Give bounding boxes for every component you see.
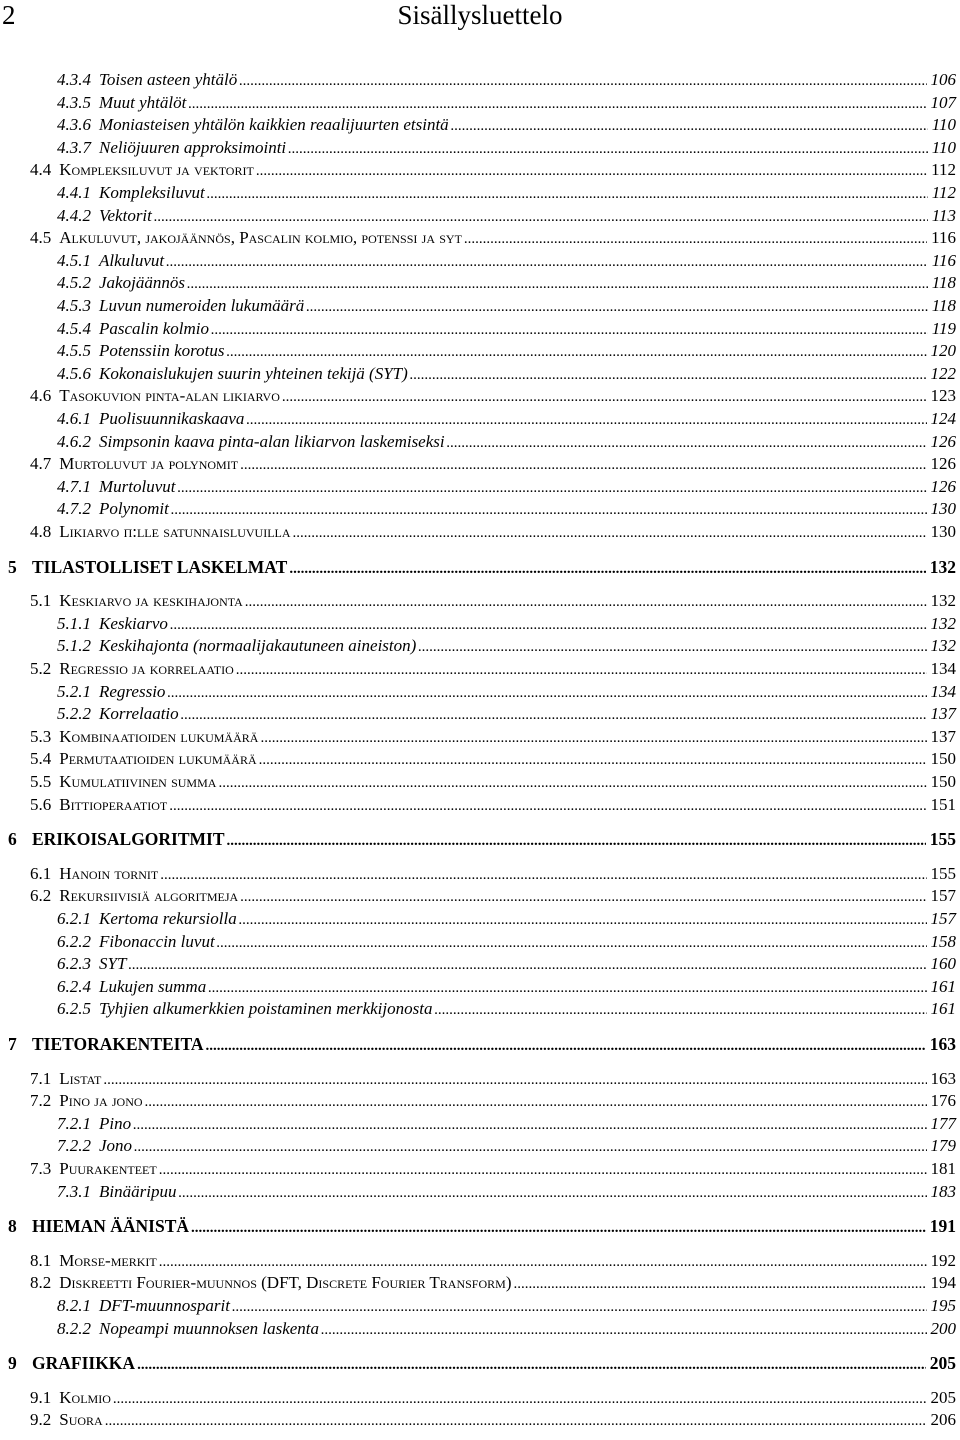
toc-entry-label: Regressio xyxy=(99,681,166,701)
toc-entry-number: 4.7.2 xyxy=(57,499,91,519)
toc-leader-dots xyxy=(103,1069,926,1091)
toc-entry[interactable] xyxy=(8,1352,956,1374)
toc-leader-dots xyxy=(226,341,926,363)
toc-leader-dots xyxy=(513,1273,926,1295)
toc-leader-dots xyxy=(410,364,927,386)
toc-entry-label: Kokonaislukujen suurin yhteinen tekijä (SYT) xyxy=(99,363,408,383)
toc-entry-number: 4.3.6 xyxy=(57,115,91,135)
toc-entry-page: 123 xyxy=(930,386,956,406)
toc-leader-dots xyxy=(240,886,926,908)
toc-leader-dots xyxy=(137,1354,926,1376)
toc-entry-label: Permutaatioiden lukumäärä xyxy=(59,749,257,769)
toc-entry-number: 9.2 xyxy=(30,1410,52,1430)
toc-entry-number: 5.1 xyxy=(30,591,52,611)
toc-entry-label: Binääripuu xyxy=(99,1181,177,1201)
toc-entry-label: Moniasteisen yhtälön kaikkien reaalijuurten etsintä xyxy=(99,115,449,135)
toc-entry-label: Fibonaccin luvut xyxy=(99,931,215,951)
toc-entry[interactable] xyxy=(30,1387,956,1409)
toc-entry[interactable] xyxy=(57,363,956,385)
toc-entry-label: Kombinaatioiden lukumäärä xyxy=(59,726,259,746)
toc-entry-number: 6.2.2 xyxy=(57,931,91,951)
toc-entry-number: 6.2.1 xyxy=(57,909,91,928)
toc-leader-dots xyxy=(227,830,926,852)
toc-entry-number: 9 xyxy=(8,1353,17,1374)
toc-entry-number: 4.4.2 xyxy=(57,205,91,225)
toc-leader-dots xyxy=(289,558,925,580)
toc-entry-page: 179 xyxy=(930,1136,956,1156)
toc-entry[interactable] xyxy=(57,1181,956,1203)
toc-entry-label: Murtoluvut xyxy=(99,476,176,496)
toc-entry-label: Suora xyxy=(59,1410,103,1430)
toc-entry-page: 116 xyxy=(931,228,956,248)
toc-entry[interactable] xyxy=(57,681,956,703)
toc-leader-dots xyxy=(245,591,927,613)
toc-entry[interactable] xyxy=(57,635,956,657)
toc-entry-page: 113 xyxy=(931,205,956,225)
toc-leader-dots xyxy=(160,864,926,886)
toc-entry-page: 132 xyxy=(930,636,956,656)
toc-entry-number: 5.1.1 xyxy=(57,613,91,633)
toc-entry-label: Morse-merkit xyxy=(59,1250,157,1270)
toc-leader-dots xyxy=(306,296,928,318)
toc-entry-number: 4.6.2 xyxy=(57,431,91,451)
toc-entry-number: 4.5.5 xyxy=(57,341,91,361)
toc-entry-page: 110 xyxy=(931,115,956,135)
toc-entry-page: 112 xyxy=(931,160,956,180)
toc-entry-number: 7.3.1 xyxy=(57,1181,91,1201)
toc-entry-label: Potenssiin korotus xyxy=(99,341,225,361)
toc-entry-number: 7.3 xyxy=(30,1159,52,1178)
toc-leader-dots xyxy=(167,682,926,704)
toc-entry[interactable] xyxy=(30,726,956,748)
toc-entry-label: HIEMAN ÄÄNISTÄ xyxy=(32,1216,190,1237)
toc-entry[interactable] xyxy=(57,295,956,317)
toc-entry-label: Kumulatiivinen summa xyxy=(59,772,217,791)
toc-entry-label: Neliöjuuren approksimointi xyxy=(99,137,287,157)
toc-entry-number: 5.2.2 xyxy=(57,704,91,724)
toc-leader-dots xyxy=(246,409,926,431)
toc-entry-number: 4.8 xyxy=(30,522,52,541)
toc-entry-number: 8.2.1 xyxy=(57,1296,91,1315)
page-title: Sisällysluettelo xyxy=(397,0,563,30)
toc-entry-number: 5.5 xyxy=(30,772,52,791)
toc-entry-number: 5.6 xyxy=(30,794,52,814)
toc-entry[interactable] xyxy=(57,476,956,498)
toc-leader-dots xyxy=(232,1296,927,1318)
toc-entry[interactable] xyxy=(57,114,956,136)
toc-leader-dots xyxy=(171,499,927,521)
toc-entry-number: 8 xyxy=(8,1216,17,1237)
toc-entry-page: 130 xyxy=(930,522,956,541)
toc-entry-number: 4.5.4 xyxy=(57,318,91,338)
toc-entry-page: 134 xyxy=(930,681,956,701)
toc-entry[interactable] xyxy=(8,1215,956,1237)
toc-entry-number: 7.2.2 xyxy=(57,1136,91,1156)
toc-entry-number: 4.3.5 xyxy=(57,92,91,112)
toc-leader-dots xyxy=(239,70,926,92)
toc-entry-page: 160 xyxy=(930,954,956,974)
toc-entry[interactable] xyxy=(57,340,956,362)
toc-entry-label: Alkuluvut xyxy=(99,250,165,270)
toc-entry-number: 4.5.2 xyxy=(57,273,91,293)
toc-entry-page: 107 xyxy=(930,92,956,112)
toc-entry[interactable] xyxy=(30,1250,956,1272)
toc-leader-dots xyxy=(239,909,927,931)
toc-entry-label: Tasokuvion pinta-alan likiarvo xyxy=(59,386,280,406)
toc-entry-label: Pascalin kolmio xyxy=(99,318,210,338)
toc-entry-page: 126 xyxy=(930,476,956,496)
toc-entry-number: 5.2.1 xyxy=(57,681,91,701)
toc-entry-page: 134 xyxy=(930,659,956,678)
toc-entry-number: 4.7 xyxy=(30,454,52,474)
toc-entry-page: 116 xyxy=(931,250,956,270)
toc-entry-number: 4.3.4 xyxy=(57,70,91,89)
toc-leader-dots xyxy=(178,1182,926,1204)
toc-entry[interactable] xyxy=(57,976,956,998)
toc-entry-label: Muut yhtälöt xyxy=(99,92,187,112)
toc-entry[interactable] xyxy=(57,408,956,430)
toc-entry-label: Pino xyxy=(99,1113,132,1133)
toc-entry-label: Hanoin tornit xyxy=(59,863,159,883)
toc-entry-number: 4.5.1 xyxy=(57,250,91,270)
toc-entry[interactable] xyxy=(30,1068,956,1090)
toc-leader-dots xyxy=(128,954,926,976)
toc-entry-page: 137 xyxy=(930,726,956,746)
toc-entry-number: 7.2 xyxy=(30,1091,52,1111)
toc-leader-dots xyxy=(418,636,926,658)
toc-entry[interactable] xyxy=(30,1090,956,1112)
toc-entry-label: Keskiarvo xyxy=(99,613,168,633)
toc-entry-label: Kompleksiluvut xyxy=(99,183,205,202)
toc-leader-dots xyxy=(169,795,926,817)
toc-entry-page: 118 xyxy=(931,273,956,293)
toc-entry-label: Lukujen summa xyxy=(99,976,207,996)
toc-entry-number: 4.5.3 xyxy=(57,296,91,315)
toc-entry-page: 161 xyxy=(930,976,956,996)
toc-entry-label: Kompleksiluvut ja vektorit xyxy=(59,160,254,180)
toc-entry-number: 6.1 xyxy=(30,863,52,883)
toc-entry[interactable] xyxy=(30,385,956,407)
toc-leader-dots xyxy=(207,183,928,205)
toc-leader-dots xyxy=(105,1410,927,1432)
toc-entry-number: 8.2 xyxy=(30,1273,52,1293)
toc-entry-page: 155 xyxy=(930,863,956,883)
toc-entry-page: 206 xyxy=(930,1410,956,1430)
toc-leader-dots xyxy=(170,614,927,636)
toc-entry-number: 6.2 xyxy=(30,886,52,906)
toc-leader-dots xyxy=(321,1319,926,1341)
toc-entry-page: 150 xyxy=(930,772,956,791)
toc-entry-label: Pino ja jono xyxy=(59,1091,143,1111)
toc-entry[interactable] xyxy=(30,1272,956,1294)
toc-entry[interactable] xyxy=(57,69,956,91)
toc-leader-dots xyxy=(206,1035,926,1057)
toc-entry-page: 163 xyxy=(929,1034,956,1054)
toc-entry-number: 7 xyxy=(8,1034,17,1054)
toc-leader-dots xyxy=(166,251,928,273)
toc-entry-page: 132 xyxy=(930,613,956,633)
toc-entry-number: 9.1 xyxy=(30,1387,52,1407)
toc-entry[interactable] xyxy=(30,590,956,612)
toc-entry[interactable] xyxy=(57,953,956,975)
toc-entry-label: Luvun numeroiden lukumäärä xyxy=(99,296,305,315)
toc-entry[interactable] xyxy=(30,159,956,181)
toc-entry[interactable] xyxy=(30,521,956,543)
toc-entry-label: DFT-muunnosparit xyxy=(99,1296,230,1315)
toc-leader-dots xyxy=(178,477,927,499)
toc-entry-page: 132 xyxy=(930,591,956,611)
toc-entry[interactable] xyxy=(57,205,956,227)
toc-entry-page: 150 xyxy=(930,749,956,769)
toc-entry-number: 8.1 xyxy=(30,1250,52,1270)
toc-entry[interactable] xyxy=(30,771,956,793)
toc-entry[interactable] xyxy=(30,227,956,249)
toc-leader-dots xyxy=(240,454,926,476)
toc-entry-label: Jono xyxy=(99,1136,133,1156)
toc-entry-page: 181 xyxy=(930,1159,956,1178)
toc-entry[interactable] xyxy=(8,828,956,850)
toc-entry[interactable] xyxy=(30,794,956,816)
toc-entry-number: 7.2.1 xyxy=(57,1113,91,1133)
toc-leader-dots xyxy=(282,386,927,408)
toc-entry-page: 200 xyxy=(930,1318,956,1338)
toc-leader-dots xyxy=(154,206,928,228)
toc-entry[interactable] xyxy=(30,453,956,475)
toc-entry-number: 7.1 xyxy=(30,1068,52,1088)
toc-entry-label: Korrelaatio xyxy=(99,704,179,724)
toc-entry-page: 120 xyxy=(930,341,956,361)
toc-leader-dots xyxy=(187,273,928,295)
toc-entry-page: 119 xyxy=(931,318,956,338)
toc-entry-label: SYT xyxy=(99,954,127,974)
toc-entry-page: 191 xyxy=(929,1216,956,1237)
toc-entry-label: TILASTOLLISET LASKELMAT xyxy=(32,556,288,577)
toc-entry[interactable] xyxy=(57,1318,956,1340)
toc-leader-dots xyxy=(218,772,926,794)
toc-entry-page: 205 xyxy=(930,1387,956,1407)
toc-entry-number: 6.2.3 xyxy=(57,954,91,974)
toc-entry-label: Puolisuunnikaskaava xyxy=(99,409,245,428)
toc-leader-dots xyxy=(260,727,926,749)
toc-entry[interactable] xyxy=(30,748,956,770)
toc-entry-page: 124 xyxy=(930,409,956,428)
toc-leader-dots xyxy=(451,115,928,137)
toc-entry[interactable] xyxy=(57,703,956,725)
toc-entry-page: 163 xyxy=(930,1068,956,1088)
toc-leader-dots xyxy=(159,1159,927,1181)
toc-entry[interactable] xyxy=(30,863,956,885)
toc-entry-page: 192 xyxy=(930,1250,956,1270)
toc-entry-number: 4.6.1 xyxy=(57,409,91,428)
toc-entry-number: 5.1.2 xyxy=(57,636,91,656)
toc-entry-label: Regressio ja korrelaatio xyxy=(59,659,234,678)
toc-leader-dots xyxy=(145,1091,927,1113)
toc-entry-label: Diskreetti Fourier-muunnos (DFT, Discrete Fourier Transform) xyxy=(59,1273,512,1293)
toc-entry[interactable] xyxy=(57,1295,956,1317)
toc-leader-dots xyxy=(293,522,927,544)
toc-entry-page: 177 xyxy=(930,1113,956,1133)
toc-leader-dots xyxy=(191,1217,926,1239)
toc-leader-dots xyxy=(159,1251,927,1273)
toc-entry[interactable] xyxy=(57,92,956,114)
toc-entry-page: 106 xyxy=(930,70,956,89)
toc-entry-page: 155 xyxy=(929,829,956,850)
toc-entry[interactable] xyxy=(57,318,956,340)
toc-entry[interactable] xyxy=(57,250,956,272)
toc-entry-page: 205 xyxy=(929,1353,956,1374)
toc-entry-number: 4.7.1 xyxy=(57,476,91,496)
toc-entry-label: Tyhjien alkumerkkien poistaminen merkkijonosta xyxy=(99,999,433,1019)
toc-entry-label: Simpsonin kaava pinta-alan likiarvon laskemiseksi xyxy=(99,431,445,451)
toc-entry-label: Polynomit xyxy=(99,499,169,519)
toc-entry-label: Vektorit xyxy=(99,205,152,225)
toc-entry-page: 157 xyxy=(930,886,956,906)
toc-entry[interactable] xyxy=(8,1033,956,1055)
toc-entry[interactable] xyxy=(57,998,956,1020)
toc-entry-label: Jakojäännös xyxy=(99,273,185,293)
toc-entry-label: Listat xyxy=(59,1068,102,1088)
toc-entry-number: 4.6 xyxy=(30,386,52,406)
toc-entry[interactable] xyxy=(57,182,956,204)
toc-entry-label: ERIKOISALGORITMIT xyxy=(32,829,225,850)
toc-entry-label: TIETORAKENTEITA xyxy=(32,1034,204,1054)
toc-leader-dots xyxy=(208,977,926,999)
toc-leader-dots xyxy=(434,999,926,1021)
toc-entry-number: 5.2 xyxy=(30,659,52,678)
toc-leader-dots xyxy=(447,432,927,454)
toc-entry[interactable] xyxy=(57,908,956,930)
toc-leader-dots xyxy=(217,932,927,954)
toc-entry-number: 4.3.7 xyxy=(57,137,91,157)
toc-entry-page: 158 xyxy=(930,931,956,951)
toc-entry-label: Bittioperaatiot xyxy=(59,794,168,814)
toc-entry-page: 176 xyxy=(930,1091,956,1111)
toc-leader-dots xyxy=(256,160,927,182)
toc-leader-dots xyxy=(113,1388,927,1410)
toc-entry-label: Alkuluvut, jakojäännös, Pascalin kolmio, potenssi ja syt xyxy=(59,228,462,248)
toc-entry-label: Rekursiivisiä algoritmeja xyxy=(59,886,239,906)
toc-entry-page: 130 xyxy=(930,499,956,519)
toc-entry-number: 4.5.6 xyxy=(57,363,91,383)
toc-entry-number: 6.2.5 xyxy=(57,999,91,1019)
toc-entry-label: Keskiarvo ja keskihajonta xyxy=(59,591,243,611)
toc-entry-label: Kolmio xyxy=(59,1387,111,1407)
toc-entry-label: Puurakenteet xyxy=(59,1159,157,1178)
toc-entry-number: 6 xyxy=(8,829,17,850)
toc-leader-dots xyxy=(181,704,927,726)
toc-entry-page: 132 xyxy=(929,556,956,577)
toc-entry[interactable] xyxy=(57,1135,956,1157)
toc-entry-page: 126 xyxy=(930,431,956,451)
toc-entry-number: 6.2.4 xyxy=(57,976,91,996)
toc-entry-page: 161 xyxy=(930,999,956,1019)
toc-entry-number: 4.5 xyxy=(30,228,52,248)
toc-entry[interactable] xyxy=(57,272,956,294)
toc-entry-number: 8.2.2 xyxy=(57,1318,91,1338)
toc-entry-number: 4.4 xyxy=(30,160,52,180)
toc-entry-page: 157 xyxy=(930,909,956,928)
page-number: 2 xyxy=(2,0,16,30)
toc-entry-number: 5 xyxy=(8,556,17,577)
toc-entry-page: 151 xyxy=(930,794,956,814)
toc-leader-dots xyxy=(188,93,926,115)
toc-entry[interactable] xyxy=(8,556,956,578)
toc-entry[interactable] xyxy=(57,498,956,520)
toc-entry[interactable] xyxy=(30,1409,956,1431)
toc-entry[interactable] xyxy=(57,613,956,635)
toc-entry[interactable] xyxy=(30,885,956,907)
toc-leader-dots xyxy=(288,138,928,160)
toc-leader-dots xyxy=(259,749,927,771)
toc-entry-number: 5.3 xyxy=(30,726,52,746)
toc-leader-dots xyxy=(134,1136,926,1158)
toc-entry[interactable] xyxy=(57,931,956,953)
toc-entry[interactable] xyxy=(57,1113,956,1135)
toc-entry-page: 126 xyxy=(930,454,956,474)
toc-entry-label: Toisen asteen yhtälö xyxy=(99,70,238,89)
toc-entry[interactable] xyxy=(30,1158,956,1180)
toc-leader-dots xyxy=(211,319,928,341)
toc-entry[interactable] xyxy=(57,431,956,453)
toc-entry-number: 4.4.1 xyxy=(57,183,91,202)
toc-entry-number: 5.4 xyxy=(30,749,52,769)
toc-entry-page: 195 xyxy=(930,1296,956,1315)
toc-entry-page: 183 xyxy=(930,1181,956,1201)
toc-entry-page: 110 xyxy=(931,137,956,157)
toc-entry-page: 118 xyxy=(931,296,956,315)
toc-entry[interactable] xyxy=(57,137,956,159)
toc-entry-page: 137 xyxy=(930,704,956,724)
toc-entry-label: Likiarvo π:lle satunnaisluvuilla xyxy=(59,522,291,541)
page-header xyxy=(0,0,960,40)
toc-leader-dots xyxy=(236,659,927,681)
toc-leader-dots xyxy=(464,228,927,250)
toc-entry-page: 122 xyxy=(930,363,956,383)
toc-entry[interactable] xyxy=(30,658,956,680)
toc-leader-dots xyxy=(133,1114,926,1136)
toc-entry-label: Keskihajonta (normaalijakautuneen aineiston) xyxy=(99,636,417,656)
toc-entry-label: Murtoluvut ja polynomit xyxy=(59,454,239,474)
toc-entry-label: GRAFIIKKA xyxy=(32,1353,136,1374)
toc-entry-page: 194 xyxy=(930,1273,956,1293)
toc-entry-label: Nopeampi muunnoksen laskenta xyxy=(99,1318,320,1338)
toc-entry-label: Kertoma rekursiolla xyxy=(99,909,237,928)
toc-entry-page: 112 xyxy=(931,183,956,202)
